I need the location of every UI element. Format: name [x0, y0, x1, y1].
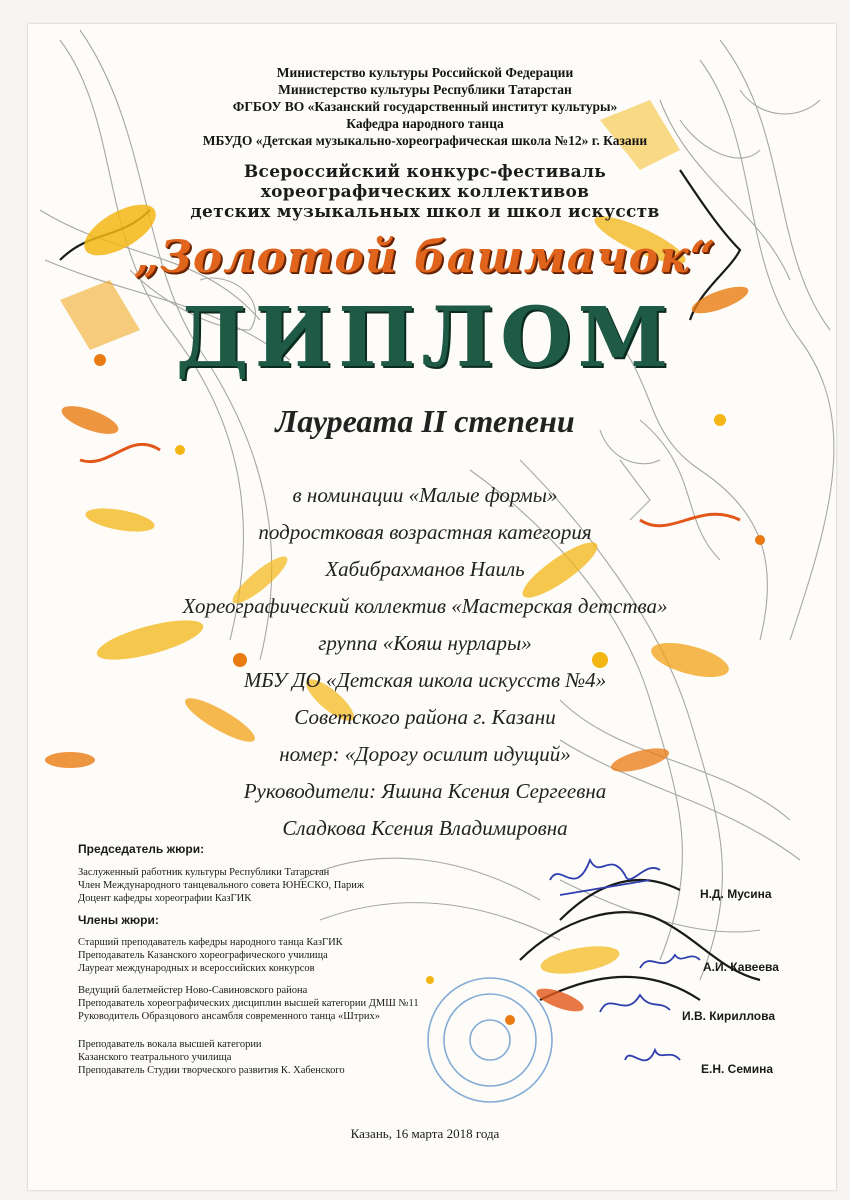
leaders-line-2: Сладкова Ксения Владимировна: [282, 816, 568, 840]
participant-name: Хабибрахманов Наиль: [325, 557, 525, 581]
school-district: Советского района г. Казани: [294, 705, 556, 729]
leaders-line-1: Руководители: Яшина Ксения Сергеевна: [243, 779, 607, 803]
jury-member-1-line-2: Преподаватель Казанского хореографического училища: [78, 950, 328, 961]
jury-member-3-line-3: Преподаватель Студии творческого развития К. Хабенского: [78, 1065, 345, 1076]
place-and-date: Казань, 16 марта 2018 года: [350, 1126, 500, 1141]
laureate-degree: Лауреата II степени: [275, 403, 575, 439]
jury-member-2-name: И.В. Кириллова: [682, 1009, 776, 1023]
org-line-3: ФГБОУ ВО «Казанский государственный институт культуры»: [232, 99, 618, 114]
jury-chair-line-2: Член Международного танцевального совета ЮНЕСКО, Париж: [78, 880, 365, 891]
org-line-5: МБУДО «Детская музыкально-хореографическая школа №12» г. Казани: [202, 133, 648, 148]
age-category: подростковая возрастная категория: [258, 520, 592, 544]
school-name: МБУ ДО «Детская школа искусств №4»: [243, 668, 607, 692]
jury-member-3-line-2: Казанского театрального училища: [78, 1052, 232, 1063]
jury-chair-line-1: Заслуженный работник культуры Республики Татарстан: [78, 867, 330, 878]
festival-line-2: хореографических коллективов: [260, 182, 590, 202]
official-stamp: [428, 978, 552, 1102]
jury-member-2-line-2: Преподаватель хореографических дисциплин высшей категории ДМШ №11: [78, 998, 419, 1009]
jury-chair-name: Н.Д. Мусина: [700, 887, 772, 901]
jury-members-heading: Члены жюри:: [78, 913, 159, 927]
org-line-2: Министерство культуры Республики Татарстан: [278, 82, 572, 97]
jury-member-1-line-3: Лауреат международных и всероссийских конкурсов: [78, 963, 315, 974]
group-name: группа «Кояш нурлары»: [318, 631, 532, 655]
festival-line-1: Всероссийский конкурс-фестиваль: [243, 162, 607, 182]
nomination: в номинации «Малые формы»: [292, 483, 558, 507]
jury-member-2-line-3: Руководитель Образцового ансамбля современного танца «Штрих»: [78, 1011, 380, 1022]
jury-member-3-name: Е.Н. Семина: [701, 1062, 774, 1076]
org-line-4: Кафедра народного танца: [346, 116, 504, 131]
festival-brand-title: „Золотой башмачок“: [133, 232, 717, 283]
jury-chair-line-3: Доцент кафедры хореографии КазГИК: [78, 893, 252, 904]
org-line-1: Министерство культуры Российской Федерации: [276, 65, 574, 80]
collective-name: Хореографический коллектив «Мастерская детства»: [182, 594, 668, 618]
festival-line-3: детских музыкальных школ и школ искусств: [190, 202, 660, 222]
performance-title: номер: «Дорогу осилит идущий»: [279, 742, 571, 766]
jury-chair-heading: Председатель жюри:: [78, 842, 205, 856]
diploma-title: ДИПЛОМ: [175, 290, 675, 386]
jury-member-2-line-1: Ведущий балетмейстер Ново-Савиновского района: [78, 985, 308, 996]
jury-member-1-name: А.И. Кавеева: [703, 960, 779, 974]
jury-member-1-line-1: Старший преподаватель кафедры народного танца КазГИК: [78, 937, 343, 948]
jury-member-3-line-1: Преподаватель вокала высшей категории: [78, 1039, 262, 1050]
